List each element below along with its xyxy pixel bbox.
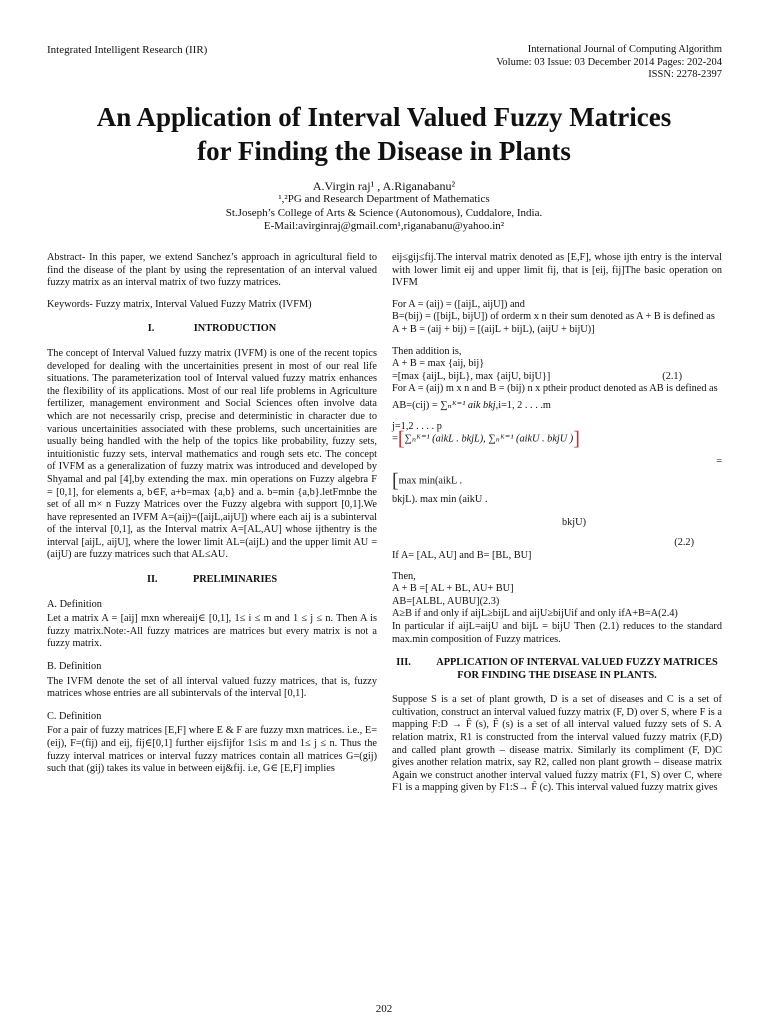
- paper-title: [0, 100, 768, 168]
- section-heading-application: [392, 656, 722, 682]
- product-formula: [392, 400, 722, 413]
- product-definition: For A = (aij) m x n and B = (bij) n x ptheir product denoted as AB is defined as: [392, 383, 718, 395]
- author-block: [0, 180, 768, 234]
- definition-b-text: The IVFM denote the set of all interval valued fuzzy matrices, that is, fuzzy matrices whose entries are all subintervals of the interval [0,1].: [47, 675, 377, 700]
- product-j-range: j=1,2 . . . . p: [392, 420, 442, 432]
- sum-ab: A + B =[ AL + BL, AU+ BU]: [392, 583, 514, 595]
- title-line-1: An Application of Interval Valued Fuzzy Matrices: [96, 102, 672, 132]
- page-number: 202: [375, 1003, 393, 1015]
- section-heading-preliminaries: [47, 574, 377, 587]
- equation-2-2-line: [392, 537, 722, 550]
- equals-line: [392, 456, 722, 469]
- left-bracket-icon: [: [397, 428, 405, 451]
- equation-tag-2-2: (2.2): [674, 537, 694, 549]
- section-title: APPLICATION OF INTERVAL VALUED FUZZY MATRICES FOR FINDING THE DISEASE IN PLANTS.: [436, 657, 718, 682]
- section-heading-introduction: [47, 323, 377, 336]
- author-email: E-Mail:avirginraj@gmail.com¹,riganabanu@yahoo.in²: [263, 220, 505, 233]
- product-sum: ∑ₙᴷ⁼¹ aik bkj: [440, 399, 496, 411]
- particular-case: In particular if aijL=aijU and bijL = bijU Then (2.1) reduces to the standard max.min composition of Fuzzy matrices.: [392, 620, 722, 645]
- definition-b-heading: B. Definition: [47, 661, 102, 673]
- equation-tag: (2.1): [662, 370, 682, 382]
- title-line-2: for Finding the Disease in Plants: [197, 136, 571, 166]
- journal-info: [496, 44, 722, 82]
- ivfm-definition-paragraph: eij≤gij≤fij.The interval matrix denoted as [E,F], whose ijth entry is the interval with lower limit eij and upper limit fij, that is [eij, fij]The basic operation on IVFM: [392, 252, 722, 289]
- right-column: [392, 252, 722, 804]
- author-dept: ¹,²PG and Research Department of Mathematics: [278, 193, 490, 206]
- then-label: Then,: [392, 570, 416, 582]
- definition-a-text: Let a matrix A = [aij] mxn whereaij∈ [0,1], 1≤ i ≤ m and 1 ≤ j ≤ n. Then A is fuzzy matrix.Note:-All fuzzy matrices are matrices but every matrix is not a fuzzy matrix.: [47, 613, 377, 650]
- ordering-definition: A≥B if and only if aijL≥bijL and aijU≥bijUif and only ifA+B=A(2.4): [392, 608, 678, 620]
- operation-line-1: For A = (aij) = ([aijL, aijU]) and: [392, 298, 525, 310]
- author-names: A.Virgin raj¹ , A.Riganabanu²: [312, 179, 456, 193]
- product-lhs: AB=(cij) =: [392, 399, 441, 411]
- definition-c-heading: C. Definition: [47, 710, 102, 722]
- maxmin-expression-1: max min(aikL .: [398, 475, 463, 487]
- journal-publisher: Integrated Intelligent Research (IIR): [47, 44, 208, 56]
- journal-volume: Volume: 03 Issue: 03 December 2014 Pages: 202-204: [496, 56, 722, 68]
- keywords: Keywords- Fuzzy matrix, Interval Valued Fuzzy Matrix (IVFM): [47, 298, 312, 310]
- left-column: [47, 252, 377, 785]
- addition-expression: =[max {aijL, bijL}, max {aijU, bijU}]: [392, 370, 551, 382]
- definition-c-text: For a pair of fuzzy matrices [E,F] where E & F are fuzzy mxn matrices. i.e., E=(eij), F=(fij) and eij, fij∈[0,1] further eij≤fijfor 1≤i≤ m and 1≤ j ≤ n. Thus the fuzzy interval matrices or interval fuzzy matrices contain all matrices G=(gij) such that (gij) takes its value in between eij&fij. i.e, G∈ [E,F] implies: [47, 725, 377, 775]
- addition-line-3: [392, 371, 722, 384]
- section-number: II.: [146, 574, 158, 586]
- maxmin-line-3: bkjU): [562, 516, 587, 528]
- operation-line-2: B=(bij) = ([bijL, bijU]) of orderm x n their sum denoted as A + B is defined as: [392, 311, 715, 323]
- interval-sum-expression: ∑ₙᴷ⁼¹ (aikL . bkjL), ∑ₙᴷ⁼¹ (aikU . bkjU ): [404, 433, 574, 445]
- right-bracket-icon: ]: [573, 428, 580, 451]
- abstract: Abstract- In this paper, we extend Sanchez’s approach in agricultural field to find the disease of the plant by using the representation of an interval valued fuzzy matrix as an interval matrix of two fuzzy matrices.: [47, 252, 377, 289]
- definition-a-heading: A. Definition: [47, 598, 102, 610]
- section-title: INTRODUCTION: [193, 323, 277, 335]
- maxmin-line-2: bkjL). max min (aikU .: [392, 494, 488, 506]
- equals-sign: =: [392, 433, 398, 445]
- introduction-paragraph: The concept of Interval Valued fuzzy matrix (IVFM) is one of the recent topics developed for dealing with the uncertainities present in most of our real life situations. The parameterization tool of Interval valued fuzzy matrix enhances the flexibility of its applications. Most of our real life problems in Agriculture fertilizer, management environment and Social Sciences often involve data which are not necessarily crisp, precise and deterministic in character due to various uncertainities associated with these problems, such uncertainities are usually being handled with the help of the topics like probability, fuzzy sets, intuitionistic fuzzy sets, interval mathematics and rough sets etc. The concept of IVFM as a generalization of fuzzy matrix was introduced and developed by Shyamal and pal [4],by extending the max. min operations on Fuzzy algebra F = [0,1], for elements a, b∈F, a+b=max {a,b} and a. b=min {a,b}.letFmnbe the set of all m× n Fuzzy Matrices over the Fuzzy algebra with support [0,1].We have represented an IVFM A=(aij)=([aijL,aijU]) where each aij is a subinterval of the interval [0,1], as the Interval matrix A=[AL,AU] whose ijthentry is the interval [aijL, aijU], where the lower limit AL=(aijL) and the upper limit AU = (aijU) are fuzzy matrices such that AL≤AU.: [47, 347, 377, 561]
- section-number: I.: [147, 323, 155, 335]
- product-i-range: ,i=1, 2 . . . .m: [495, 399, 551, 411]
- maxmin-bracket-icon: [: [392, 469, 399, 492]
- journal-name: International Journal of Computing Algorithm: [527, 44, 722, 55]
- operation-line-3: A + B = (aij + bij) = [(aijL + bijL), (aijU + bijU)]: [392, 323, 595, 335]
- journal-issn: ISSN: 2278-2397: [648, 69, 722, 80]
- author-college: St.Joseph’s College of Arts & Science (Autonomous), Cuddalore, India.: [225, 206, 543, 219]
- maxmin-line-1: [392, 469, 722, 492]
- application-paragraph: Suppose S is a set of plant growth, D is a set of diseases and C is a set of cultivation, construct an interval valued fuzzy matrix (F, D) over S, where F is a mapping F:D → F̃ (s), F̃ (s) is a set of all interval valued fuzzy sets of S. A relation matrix, R1 is constructed from the interval valued fuzzy matrix (F,D) and called plant growth – disease matrix. Similarly its compliment (F, D)C gives another relation matrix, say R2, called non plant growth – disease matrix Again we construct another interval valued fuzzy matrix (F1, S) over C, where F1 is a mapping given by F1:S→ F̃ (c). This interval valued fuzzy matrix gives: [392, 694, 722, 794]
- product-ab: AB=[ALBL, AUBU](2.3): [392, 595, 500, 607]
- equals-symbol: =: [716, 456, 722, 468]
- addition-line-1: Then addition is,: [392, 345, 462, 357]
- addition-line-2: A + B = max {aij, bij}: [392, 358, 485, 370]
- product-interval-sum: [392, 428, 722, 451]
- section-number: III.: [396, 657, 411, 669]
- section-title: PRELIMINARIES: [192, 574, 278, 586]
- interval-definition: If A= [AL, AU] and B= [BL, BU]: [392, 550, 532, 561]
